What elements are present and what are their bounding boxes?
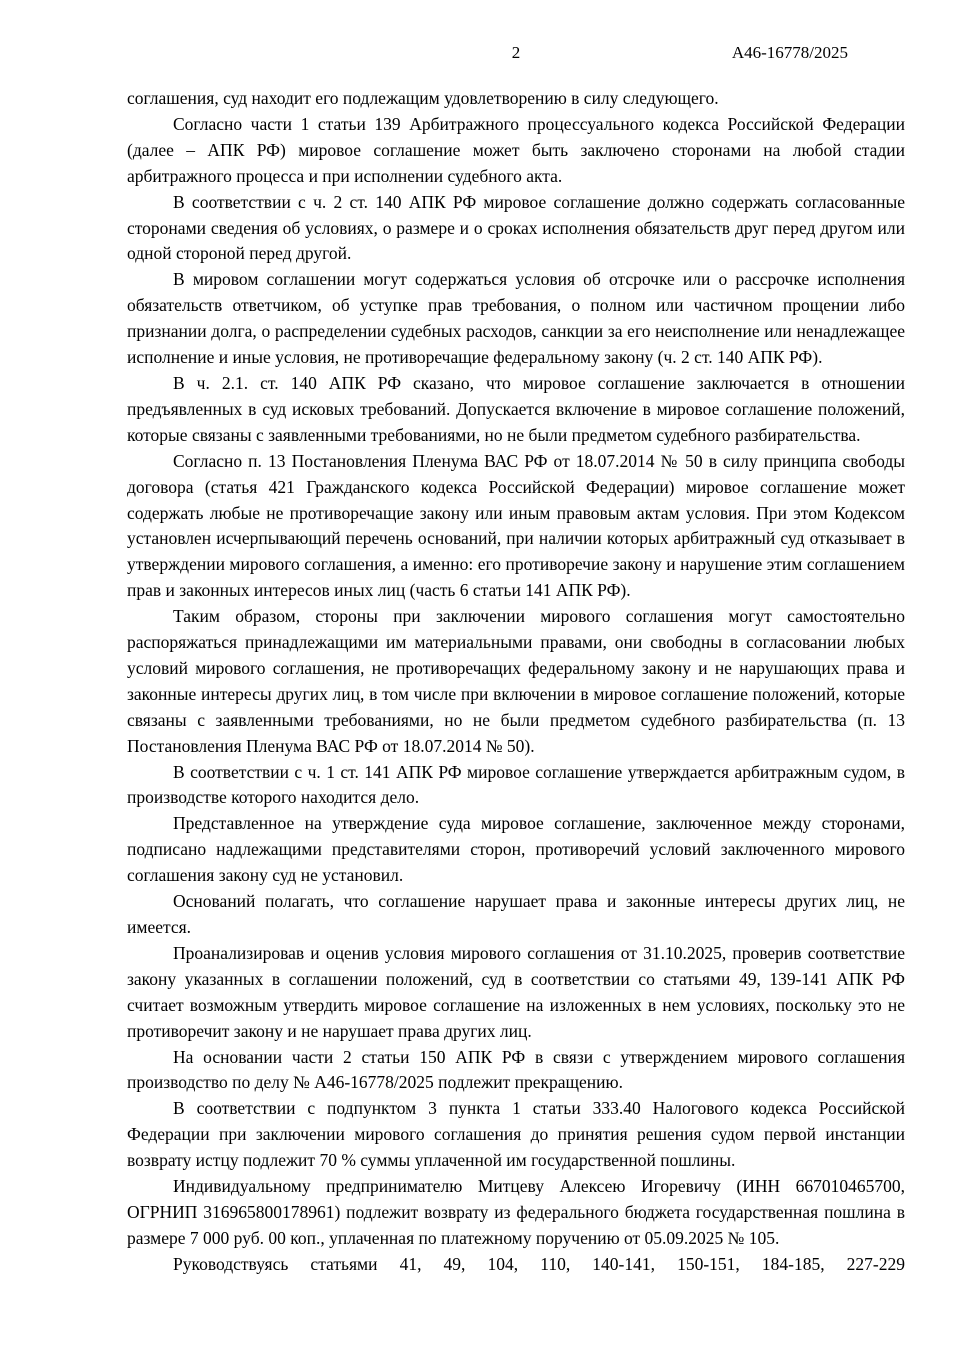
paragraph: В соответствии с ч. 2 ст. 140 АПК РФ мировое соглашение должно содержать согласованные сторонами сведения об условиях, о размере и о сроках исполнения обязательств друг перед другом или одной стороной перед другой. (127, 191, 905, 264)
paragraph: Согласно п. 13 Постановления Пленума ВАС РФ от 18.07.2014 № 50 в силу принципа свободы договора (статья 421 Гражданского кодекса Российской Федерации) мировое соглашение может содержать любые не противоречащие закону или иным правовым актам условия. При этом Кодексом установлен исчерпывающий перечень оснований, при наличии которых арбитражный суд отказывает в утверждении мирового соглашения, а именно: его противоречие закону и нарушение этим соглашением прав и законных интересов иных лиц (часть 6 статьи 141 АПК РФ). (127, 450, 905, 601)
case-number: А46-16778/2025 (731, 43, 848, 62)
paragraph-ruling-intro: Руководствуясь статьями 41, 49, 104, 110, 140-141, 150-151, 184-185, 227-229 (173, 1253, 905, 1274)
page-header (127, 44, 905, 70)
paragraph: Оснований полагать, что соглашение нарушает права и законные интересы других лиц, не имеется. (127, 891, 905, 937)
paragraph: В ч. 2.1. ст. 140 АПК РФ сказано, что мировое соглашение заключается в отношении предъявленных в суд исковых требований. Допускается включение в мировое соглашение положений, которые связаны с заявленными требованиями, но не были предметом судебного разбирательства. (127, 372, 905, 445)
paragraph: Согласно части 1 статьи 139 Арбитражного процессуального кодекса Российской Федерации (далее – АПК РФ) мировое соглашение может быть заключено сторонами на любой стадии арбитражного процесса и при исполнении судебного акта. (127, 113, 905, 186)
paragraph: Таким образом, стороны при заключении мирового соглашения могут самостоятельно распоряжаться принадлежащими им материальными правами, они свободны в согласовании любых условий мирового соглашения, не противоречащих федеральному закону и не нарушающих права и законные интересы других лиц, в том числе при включении в мировое соглашение положений, которые связаны с заявленными требованиями, но не были предметом судебного разбирательства (п. 13 Постановления Пленума ВАС РФ от 18.07.2014 № 50). (127, 606, 905, 756)
paragraph: В соответствии с подпунктом 3 пункта 1 статьи 333.40 Налогового кодекса Российской Федерации при заключении мирового соглашения до принятия решения судом первой инстанции возврату истцу подлежит 70 % суммы уплаченной им государственной пошлины. (127, 1098, 905, 1171)
page-number: 2 (511, 43, 521, 62)
paragraph-continuation: соглашения, суд находит его подлежащим удовлетворению в силу следующего. (127, 88, 719, 108)
document-body (127, 86, 905, 1278)
paragraph: В мировом соглашении могут содержаться условия об отсрочке или о рассрочке исполнения обязательств ответчиком, об уступке прав требования, о полном или частичном прощении либо признании долга, о распределении судебных расходов, санкции за его неисполнение или ненадлежащее исполнение и иные условия, не противоречащие федеральному закону (ч. 2 ст. 140 АПК РФ). (127, 269, 905, 368)
paragraph: На основании части 2 статьи 150 АПК РФ в связи с утверждением мирового соглашения производство по делу № А46-16778/2025 подлежит прекращению. (127, 1046, 905, 1093)
paragraph: Индивидуальному предпринимателю Митцеву Алексею Игоревичу (ИНН 667010465700, ОГРНИП 316965800178961) подлежит возврату из федерального бюджета государственная пошлина в размере 7 000 руб. 00 коп., уплаченная по платежному поручению от 05.09.2025 № 105. (127, 1176, 905, 1248)
paragraph: В соответствии с ч. 1 ст. 141 АПК РФ мировое соглашение утверждается арбитражным судом, в производстве которого находится дело. (127, 761, 905, 808)
paragraph: Проанализировав и оценив условия мирового соглашения от 31.10.2025, проверив соответствие закону указанных в соглашении положений, суд в соответствии со статьями 49, 139-141 АПК РФ считает возможным утвердить мировое соглашение на изложенных в нем условиях, поскольку это не противоречит закону и не нарушает права других лиц. (127, 942, 905, 1041)
paragraph: Представленное на утверждение суда мировое соглашение, заключенное между сторонами, подписано надлежащими представителями сторон, противоречий условий заключенного мирового соглашения закону суд не установил. (127, 813, 905, 886)
